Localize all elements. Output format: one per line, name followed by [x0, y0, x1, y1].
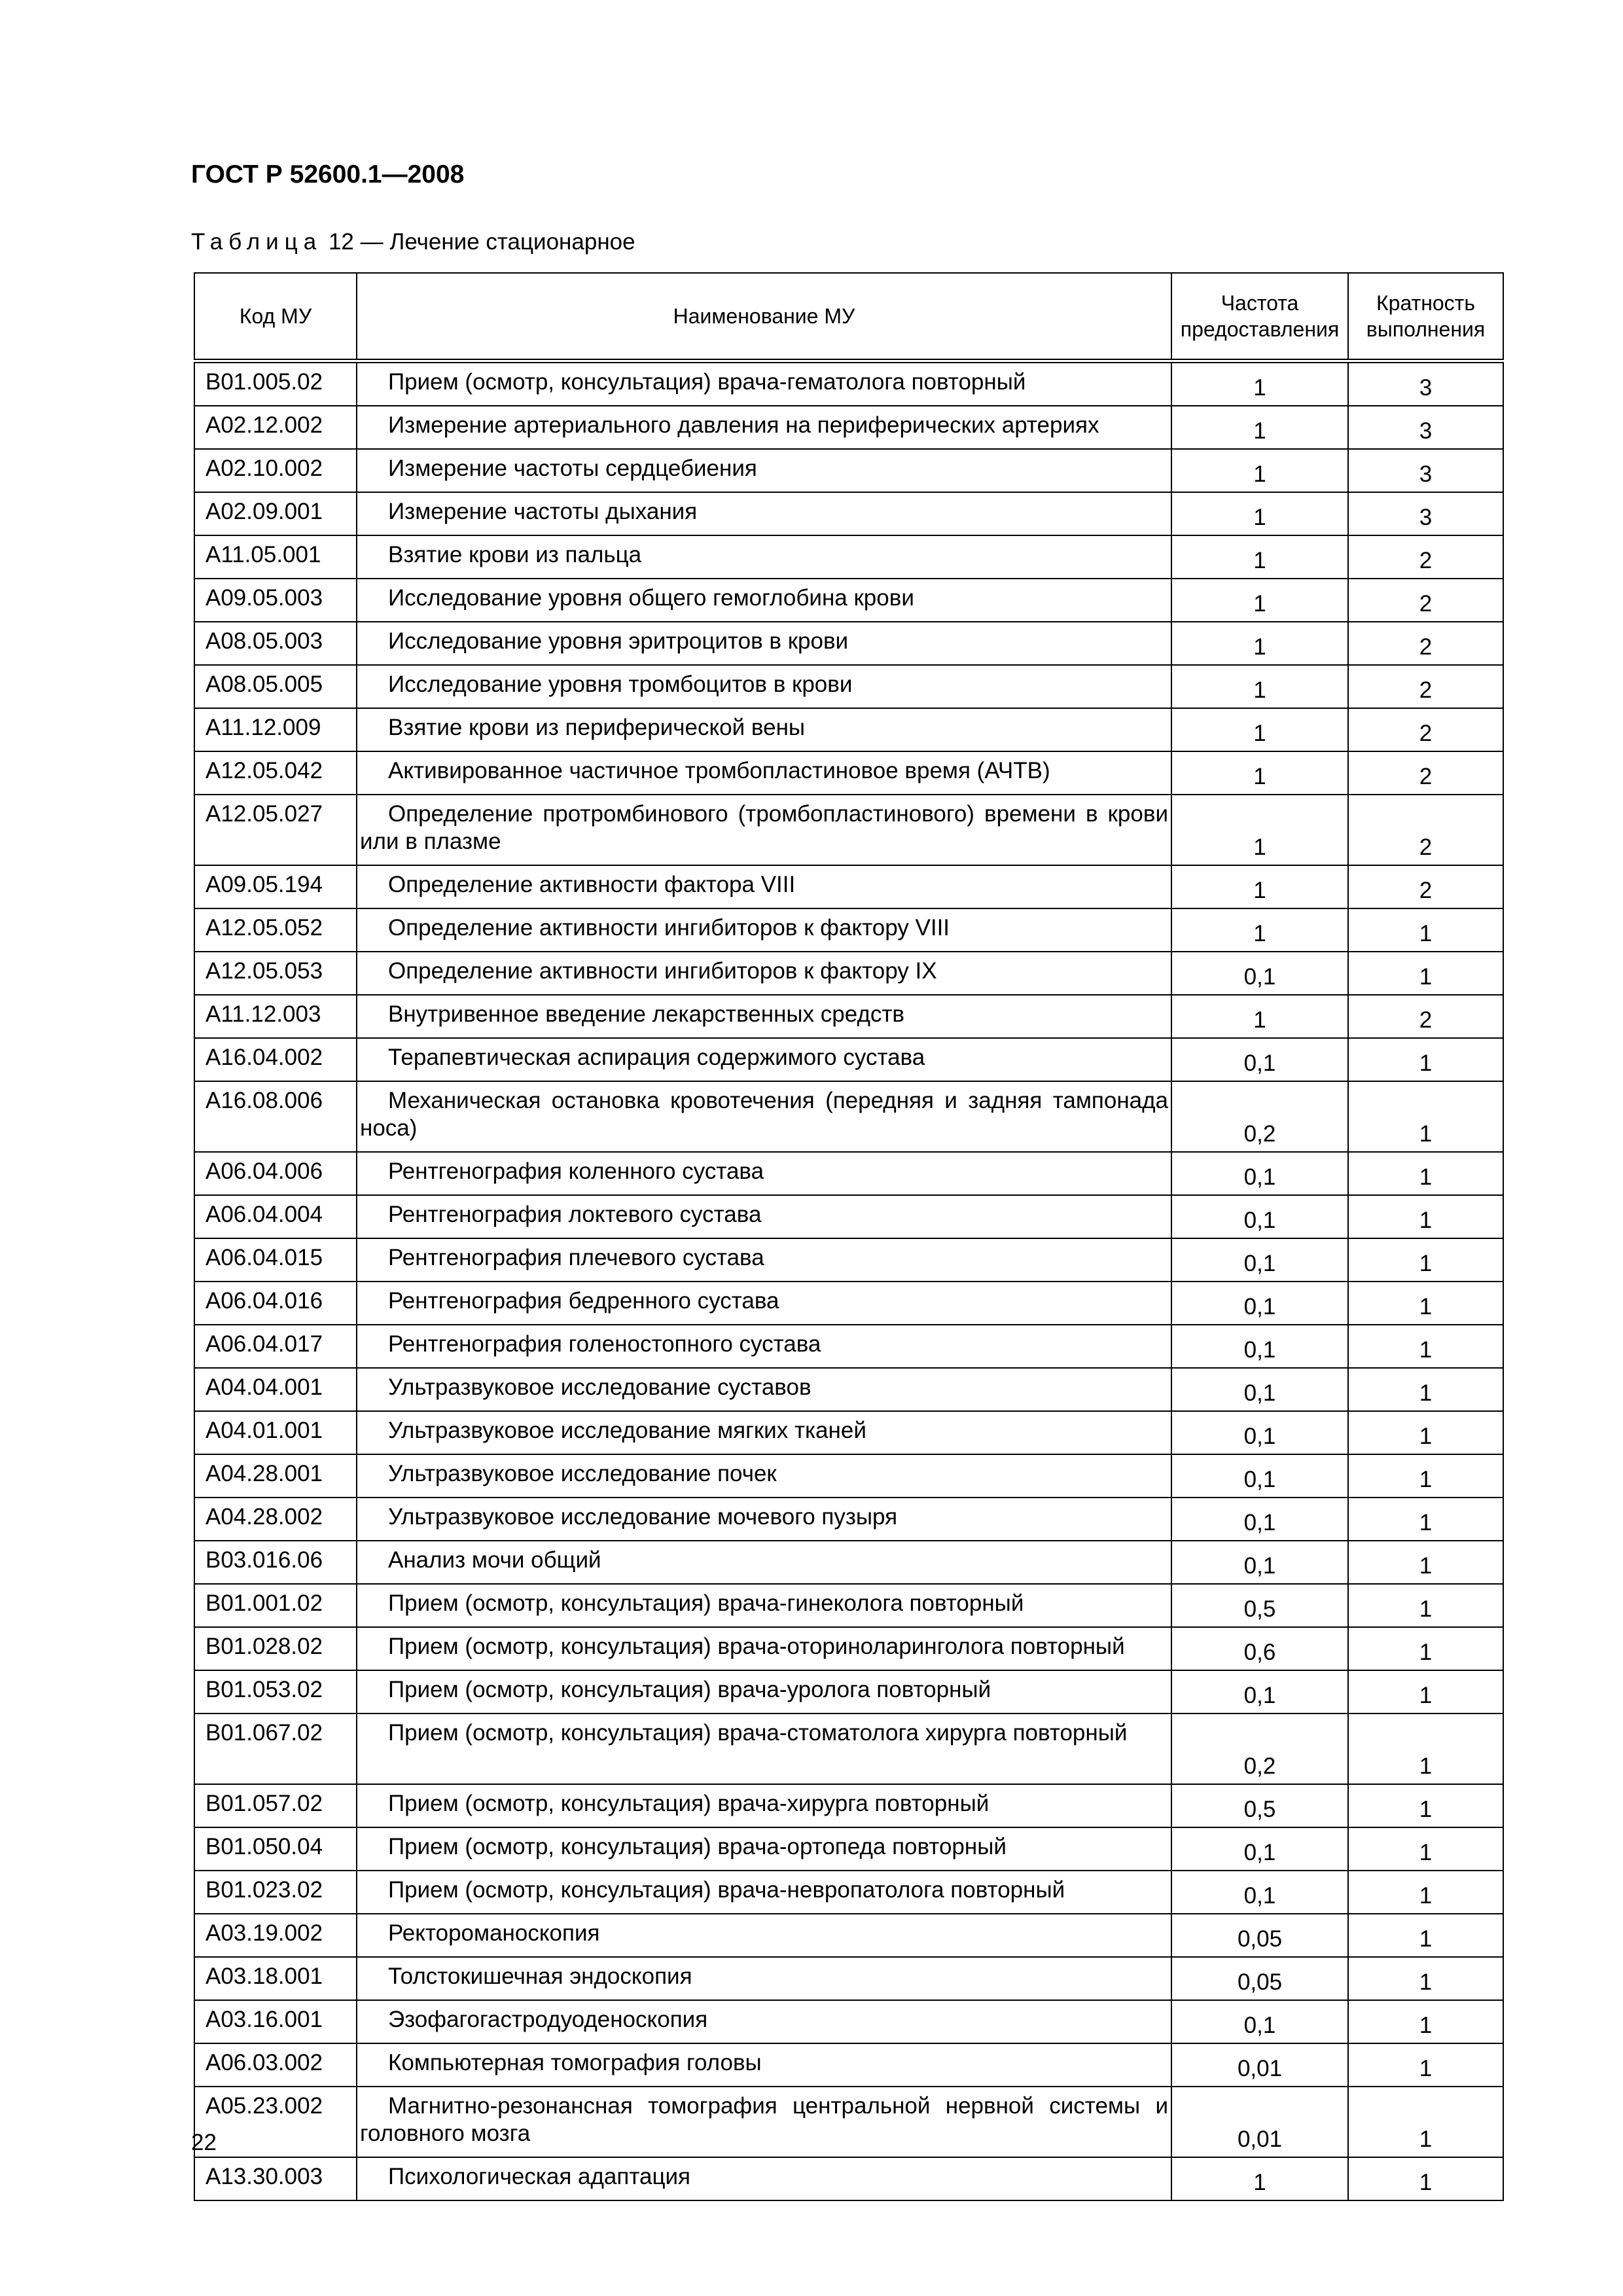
cell-name: Рентгенография локтевого сустава	[357, 1195, 1171, 1238]
page-number: 22	[191, 2130, 217, 2155]
table-row	[194, 492, 1503, 535]
table-row	[194, 708, 1503, 751]
cell-frequency: 0,1	[1171, 1541, 1348, 1584]
cell-multiplicity: 3	[1348, 492, 1503, 535]
cell-name: Эзофагогастродуоденоскопия	[357, 2000, 1171, 2043]
cell-name: Прием (осмотр, консультация) врача-оториноларинголога повторный	[357, 1627, 1171, 1670]
cell-multiplicity: 1	[1348, 2157, 1503, 2200]
cell-frequency: 0,1	[1171, 952, 1348, 995]
cell-code: A06.04.016	[194, 1282, 357, 1325]
table-row	[194, 1541, 1503, 1584]
cell-code: B01.053.02	[194, 1670, 357, 1713]
table-row	[194, 952, 1503, 995]
table-row	[194, 1784, 1503, 1827]
cell-name: Прием (осмотр, консультация) врача-гематолога повторный	[357, 361, 1171, 406]
cell-name: Прием (осмотр, консультация) врача-гинеколога повторный	[357, 1584, 1171, 1627]
cell-code: A03.18.001	[194, 1957, 357, 2000]
cell-multiplicity: 1	[1348, 1411, 1503, 1454]
column-header-name: Наименование МУ	[357, 273, 1171, 361]
cell-name: Активированное частичное тромбопластиновое время (АЧТВ)	[357, 751, 1171, 795]
cell-code: B01.050.04	[194, 1827, 357, 1871]
cell-code: B01.023.02	[194, 1871, 357, 1914]
cell-multiplicity: 3	[1348, 406, 1503, 449]
table-row	[194, 1282, 1503, 1325]
cell-frequency: 1	[1171, 795, 1348, 865]
cell-code: A08.05.003	[194, 622, 357, 665]
table-row	[194, 1454, 1503, 1498]
cell-frequency: 0,1	[1171, 1670, 1348, 1713]
table-row	[194, 995, 1503, 1038]
table-row	[194, 1584, 1503, 1627]
cell-frequency: 0,01	[1171, 2087, 1348, 2157]
cell-frequency: 0,1	[1171, 1282, 1348, 1325]
cell-multiplicity: 3	[1348, 361, 1503, 406]
table-row	[194, 1914, 1503, 1957]
cell-multiplicity: 1	[1348, 1454, 1503, 1498]
cell-frequency: 0,1	[1171, 2000, 1348, 2043]
cell-multiplicity: 1	[1348, 1627, 1503, 1670]
cell-code: A16.08.006	[194, 1081, 357, 1152]
cell-name: Определение активности ингибиторов к фактору VIII	[357, 908, 1171, 952]
services-table	[194, 272, 1504, 2201]
cell-frequency: 0,5	[1171, 1784, 1348, 1827]
table-row	[194, 622, 1503, 665]
table-row	[194, 361, 1503, 406]
cell-name: Анализ мочи общий	[357, 1541, 1171, 1584]
cell-code: A09.05.194	[194, 865, 357, 908]
table-row	[194, 751, 1503, 795]
cell-frequency: 0,2	[1171, 1081, 1348, 1152]
cell-multiplicity: 3	[1348, 449, 1503, 492]
cell-name: Определение активности ингибиторов к фактору IX	[357, 952, 1171, 995]
cell-multiplicity: 1	[1348, 1368, 1503, 1411]
cell-code: A04.04.001	[194, 1368, 357, 1411]
cell-multiplicity: 1	[1348, 1670, 1503, 1713]
cell-frequency: 0,6	[1171, 1627, 1348, 1670]
cell-code: A02.10.002	[194, 449, 357, 492]
cell-frequency: 0,1	[1171, 1368, 1348, 1411]
cell-multiplicity: 1	[1348, 1784, 1503, 1827]
cell-frequency: 0,1	[1171, 1827, 1348, 1871]
cell-frequency: 1	[1171, 492, 1348, 535]
table-row	[194, 1670, 1503, 1713]
cell-code: B01.067.02	[194, 1713, 357, 1784]
table-row	[194, 1498, 1503, 1541]
cell-name: Взятие крови из периферической вены	[357, 708, 1171, 751]
cell-frequency: 0,05	[1171, 1957, 1348, 2000]
table-caption-text: 12 — Лечение стационарное	[328, 229, 635, 255]
cell-multiplicity: 1	[1348, 2000, 1503, 2043]
cell-name: Рентгенография плечевого сустава	[357, 1238, 1171, 1282]
table-row	[194, 1713, 1503, 1784]
cell-name: Измерение частоты сердцебиения	[357, 449, 1171, 492]
cell-name: Рентгенография бедренного сустава	[357, 1282, 1171, 1325]
cell-frequency: 1	[1171, 708, 1348, 751]
table-row	[194, 1627, 1503, 1670]
table-body	[194, 361, 1503, 2201]
cell-frequency: 1	[1171, 995, 1348, 1038]
cell-name: Компьютерная томография головы	[357, 2043, 1171, 2087]
cell-name: Терапевтическая аспирация содержимого сустава	[357, 1038, 1171, 1081]
cell-code: A03.19.002	[194, 1914, 357, 1957]
cell-multiplicity: 1	[1348, 1195, 1503, 1238]
cell-frequency: 1	[1171, 535, 1348, 579]
cell-multiplicity: 1	[1348, 908, 1503, 952]
cell-multiplicity: 2	[1348, 579, 1503, 622]
cell-multiplicity: 2	[1348, 865, 1503, 908]
table-header-row	[194, 273, 1503, 361]
table-row	[194, 795, 1503, 865]
cell-code: A06.03.002	[194, 2043, 357, 2087]
cell-name: Прием (осмотр, консультация) врача-хирурга повторный	[357, 1784, 1171, 1827]
cell-frequency: 0,01	[1171, 2043, 1348, 2087]
cell-code: A06.04.006	[194, 1152, 357, 1195]
cell-code: A13.30.003	[194, 2157, 357, 2200]
cell-frequency: 0,1	[1171, 1454, 1348, 1498]
cell-frequency: 0,05	[1171, 1914, 1348, 1957]
cell-multiplicity: 1	[1348, 1152, 1503, 1195]
cell-multiplicity: 1	[1348, 1498, 1503, 1541]
cell-frequency: 0,5	[1171, 1584, 1348, 1627]
cell-code: A12.05.027	[194, 795, 357, 865]
cell-code: A04.01.001	[194, 1411, 357, 1454]
cell-name: Измерение артериального давления на периферических артериях	[357, 406, 1171, 449]
table-row	[194, 1152, 1503, 1195]
cell-frequency: 1	[1171, 406, 1348, 449]
cell-multiplicity: 1	[1348, 1238, 1503, 1282]
cell-code: A04.28.002	[194, 1498, 357, 1541]
table-row	[194, 1325, 1503, 1368]
cell-code: A11.12.003	[194, 995, 357, 1038]
document-title: ГОСТ Р 52600.1—2008	[191, 160, 465, 188]
cell-name: Рентгенография коленного сустава	[357, 1152, 1171, 1195]
cell-code: B03.016.06	[194, 1541, 357, 1584]
cell-name: Ультразвуковое исследование мочевого пузыря	[357, 1498, 1171, 1541]
cell-frequency: 1	[1171, 2157, 1348, 2200]
cell-frequency: 0,1	[1171, 1871, 1348, 1914]
table-row	[194, 579, 1503, 622]
cell-name: Механическая остановка кровотечения (передняя и задняя тампонада носа)	[357, 1081, 1171, 1152]
cell-frequency: 0,1	[1171, 1038, 1348, 1081]
cell-frequency: 1	[1171, 361, 1348, 406]
cell-code: A06.04.004	[194, 1195, 357, 1238]
cell-multiplicity: 1	[1348, 1282, 1503, 1325]
table-row	[194, 1368, 1503, 1411]
cell-code: A11.05.001	[194, 535, 357, 579]
cell-multiplicity: 2	[1348, 708, 1503, 751]
table-row	[194, 449, 1503, 492]
cell-name: Исследование уровня тромбоцитов в крови	[357, 665, 1171, 708]
table-row	[194, 1238, 1503, 1282]
cell-name: Исследование уровня эритроцитов в крови	[357, 622, 1171, 665]
cell-code: B01.057.02	[194, 1784, 357, 1827]
cell-multiplicity: 1	[1348, 952, 1503, 995]
table-row	[194, 535, 1503, 579]
column-header-code: Код МУ	[194, 273, 357, 361]
table-row	[194, 2043, 1503, 2087]
cell-frequency: 1	[1171, 449, 1348, 492]
cell-name: Измерение частоты дыхания	[357, 492, 1171, 535]
cell-name: Толстокишечная эндоскопия	[357, 1957, 1171, 2000]
cell-code: A12.05.053	[194, 952, 357, 995]
cell-code: A12.05.052	[194, 908, 357, 952]
cell-name: Исследование уровня общего гемоглобина крови	[357, 579, 1171, 622]
cell-code: B01.028.02	[194, 1627, 357, 1670]
table-row	[194, 1827, 1503, 1871]
table-row	[194, 665, 1503, 708]
table-caption-label: Таблица	[191, 229, 323, 255]
cell-code: A02.09.001	[194, 492, 357, 535]
cell-multiplicity: 1	[1348, 1584, 1503, 1627]
cell-multiplicity: 1	[1348, 1325, 1503, 1368]
cell-multiplicity: 2	[1348, 535, 1503, 579]
cell-multiplicity: 1	[1348, 1541, 1503, 1584]
cell-name: Ректороманоскопия	[357, 1914, 1171, 1957]
cell-name: Магнитно-резонансная томография центральной нервной системы и головного мозга	[357, 2087, 1171, 2157]
cell-code: A16.04.002	[194, 1038, 357, 1081]
table-row	[194, 865, 1503, 908]
cell-multiplicity: 1	[1348, 1871, 1503, 1914]
cell-frequency: 0,1	[1171, 1195, 1348, 1238]
column-header-frequency: Частота предоставления	[1171, 273, 1348, 361]
cell-multiplicity: 1	[1348, 1713, 1503, 1784]
cell-frequency: 0,1	[1171, 1325, 1348, 1368]
cell-multiplicity: 1	[1348, 1038, 1503, 1081]
column-header-multiplicity: Кратность выполнения	[1348, 273, 1503, 361]
table-row	[194, 1038, 1503, 1081]
cell-frequency: 0,1	[1171, 1238, 1348, 1282]
cell-name: Прием (осмотр, консультация) врача-ортопеда повторный	[357, 1827, 1171, 1871]
table-row	[194, 406, 1503, 449]
cell-code: B01.005.02	[194, 361, 357, 406]
cell-frequency: 0,2	[1171, 1713, 1348, 1784]
cell-multiplicity: 2	[1348, 622, 1503, 665]
table-row	[194, 1195, 1503, 1238]
cell-multiplicity: 2	[1348, 751, 1503, 795]
cell-frequency: 1	[1171, 665, 1348, 708]
cell-frequency: 1	[1171, 622, 1348, 665]
table-row	[194, 908, 1503, 952]
cell-code: A06.04.015	[194, 1238, 357, 1282]
cell-code: A09.05.003	[194, 579, 357, 622]
cell-frequency: 0,1	[1171, 1498, 1348, 1541]
cell-multiplicity: 1	[1348, 1827, 1503, 1871]
cell-multiplicity: 2	[1348, 995, 1503, 1038]
cell-code: A04.28.001	[194, 1454, 357, 1498]
cell-frequency: 1	[1171, 751, 1348, 795]
cell-name: Определение активности фактора VIII	[357, 865, 1171, 908]
cell-code: A03.16.001	[194, 2000, 357, 2043]
cell-name: Определение протромбинового (тромбопластинового) времени в крови или в плазме	[357, 795, 1171, 865]
cell-code: A05.23.002	[194, 2087, 357, 2157]
cell-code: B01.001.02	[194, 1584, 357, 1627]
table-caption	[191, 228, 635, 257]
table-row	[194, 1411, 1503, 1454]
cell-frequency: 1	[1171, 908, 1348, 952]
cell-multiplicity: 1	[1348, 2043, 1503, 2087]
cell-name: Прием (осмотр, консультация) врача-стоматолога хирурга повторный	[357, 1713, 1171, 1784]
cell-name: Ультразвуковое исследование мягких тканей	[357, 1411, 1171, 1454]
cell-multiplicity: 1	[1348, 1081, 1503, 1152]
cell-frequency: 1	[1171, 865, 1348, 908]
cell-name: Психологическая адаптация	[357, 2157, 1171, 2200]
cell-name: Ультразвуковое исследование почек	[357, 1454, 1171, 1498]
table-row	[194, 1081, 1503, 1152]
cell-name: Рентгенография голеностопного сустава	[357, 1325, 1171, 1368]
cell-name: Ультразвуковое исследование суставов	[357, 1368, 1171, 1411]
table-row	[194, 2000, 1503, 2043]
cell-code: A08.05.005	[194, 665, 357, 708]
table-row	[194, 2087, 1503, 2157]
cell-multiplicity: 1	[1348, 2087, 1503, 2157]
cell-code: A11.12.009	[194, 708, 357, 751]
cell-code: A06.04.017	[194, 1325, 357, 1368]
cell-code: A02.12.002	[194, 406, 357, 449]
cell-name: Внутривенное введение лекарственных средств	[357, 995, 1171, 1038]
cell-name: Прием (осмотр, консультация) врача-невропатолога повторный	[357, 1871, 1171, 1914]
cell-multiplicity: 1	[1348, 1914, 1503, 1957]
cell-multiplicity: 1	[1348, 1957, 1503, 2000]
cell-frequency: 0,1	[1171, 1411, 1348, 1454]
cell-frequency: 1	[1171, 579, 1348, 622]
table-row	[194, 1957, 1503, 2000]
cell-name: Прием (осмотр, консультация) врача-уролога повторный	[357, 1670, 1171, 1713]
table-row	[194, 1871, 1503, 1914]
cell-multiplicity: 2	[1348, 665, 1503, 708]
cell-multiplicity: 2	[1348, 795, 1503, 865]
cell-code: A12.05.042	[194, 751, 357, 795]
table-row	[194, 2157, 1503, 2200]
cell-name: Взятие крови из пальца	[357, 535, 1171, 579]
cell-frequency: 0,1	[1171, 1152, 1348, 1195]
